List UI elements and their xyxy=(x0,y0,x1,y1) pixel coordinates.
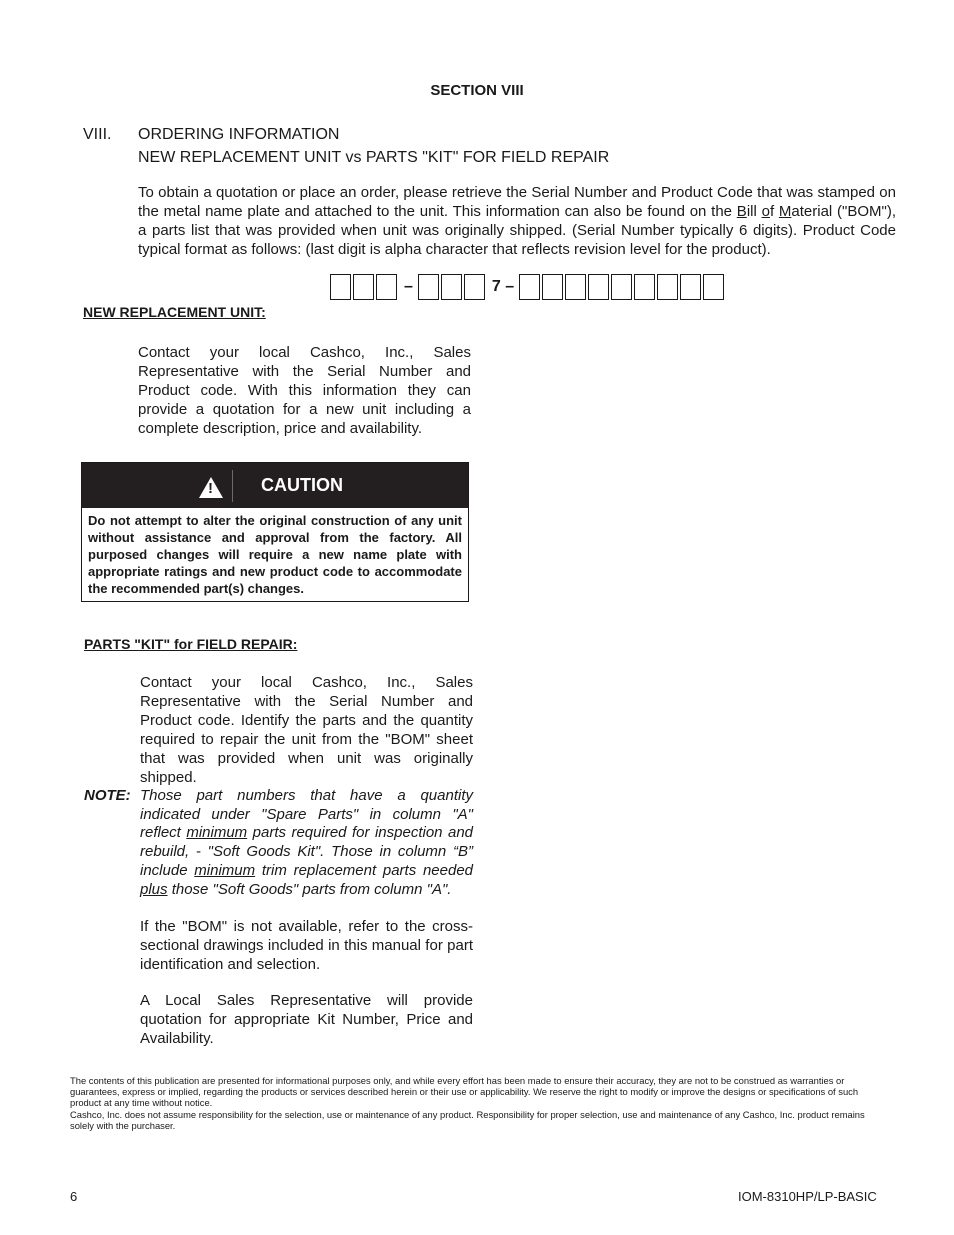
new-unit-heading: NEW REPLACEMENT UNIT: xyxy=(83,304,266,320)
document-id: IOM-8310HP/LP-BASIC xyxy=(738,1189,877,1204)
local-rep-paragraph: A Local Sales Representative will provide quotation for appropriate Kit Number, Price and Availability. xyxy=(140,992,473,1047)
code-box xyxy=(703,274,724,300)
disclaimer-line: The contents of this publication are presented for informational purposes only, and while every effort has been made to ensure their accuracy, they are not to be construed as warranties or guarantees, express or implied, regarding the products or services described herein or their use or applicability. We reserve the right to modify or improve the designs or specifications of such product at any time without notice. xyxy=(70,1075,859,1109)
code-box xyxy=(542,274,563,300)
page-number: 6 xyxy=(70,1189,78,1204)
parts-kit-paragraph: Contact your local Cashco, Inc., Sales Representative with the Serial Number and Product code. Identify the parts and the quantity required to repair the unit from the "BOM" sheet that was provided when unit was originally shipped. xyxy=(140,674,473,786)
code-box xyxy=(588,274,609,300)
note-text: Those part numbers that have a quantity indicated under "Spare Parts" in column "A" reflect minimum parts required for inspection and rebuild, - "Soft Goods Kit". Those in column “B” include minimum trim replacement parts needed plus those "Soft Goods" parts from column "A". xyxy=(140,787,474,898)
note-label: NOTE: xyxy=(84,787,131,804)
section-heading: ORDERING INFORMATION xyxy=(138,126,340,143)
code-box xyxy=(330,274,351,300)
code-box xyxy=(418,274,439,300)
product-code-format xyxy=(330,272,726,302)
caution-header xyxy=(82,463,468,508)
caution-text: Do not attempt to alter the original construction of any unit without assistance and approval from the factory. All purposed changes will require a new name plate with appropriate ratings and new product code to accommodate the recommended part(s) changes. xyxy=(88,513,462,596)
code-box xyxy=(353,274,374,300)
intro-paragraph: To obtain a quotation or place an order, please retrieve the Serial Number and Product Code that was stamped on the metal name plate and attached to the unit. This information can also be found on the Bill of Material ("BOM"), a parts list that was provided when unit was originally shipped. (Serial Number typically 6 digits). Product Code typical format as follows: (last digit is alpha character that reflects revision level for the product). xyxy=(138,184,896,258)
new-unit-paragraph: Contact your local Cashco, Inc., Sales Representative with the Serial Number and Product code. With this information they can provide a quotation for a new unit including a complete description, price and availability. xyxy=(138,344,471,437)
warning-triangle-icon xyxy=(199,477,223,498)
code-fixed-digit: 7 – xyxy=(491,278,515,295)
code-box xyxy=(680,274,701,300)
code-box xyxy=(657,274,678,300)
caution-box xyxy=(81,462,469,602)
code-box xyxy=(565,274,586,300)
caution-label: CAUTION xyxy=(261,475,343,495)
bom-paragraph: If the "BOM" is not available, refer to the cross-sectional drawings included in this manual for part identification and selection. xyxy=(140,918,473,973)
code-box xyxy=(376,274,397,300)
code-separator: – xyxy=(404,278,413,295)
section-title: SECTION VIII xyxy=(430,82,524,99)
code-box xyxy=(464,274,485,300)
disclaimer-line: Cashco, Inc. does not assume responsibility for the selection, use or maintenance of any product. Responsibility for proper selection, use and maintenance of any Cashco, Inc. product remains solely with the purchaser. xyxy=(70,1108,865,1131)
section-subheading: NEW REPLACEMENT UNIT vs PARTS "KIT" FOR FIELD REPAIR xyxy=(138,149,610,166)
code-box xyxy=(519,274,540,300)
code-box xyxy=(441,274,462,300)
code-box xyxy=(611,274,632,300)
disclaimer xyxy=(70,1075,870,1131)
code-box xyxy=(634,274,655,300)
parts-kit-heading: PARTS "KIT" for FIELD REPAIR: xyxy=(84,636,298,652)
section-number: VIII. xyxy=(83,126,112,143)
caution-divider xyxy=(232,470,233,502)
